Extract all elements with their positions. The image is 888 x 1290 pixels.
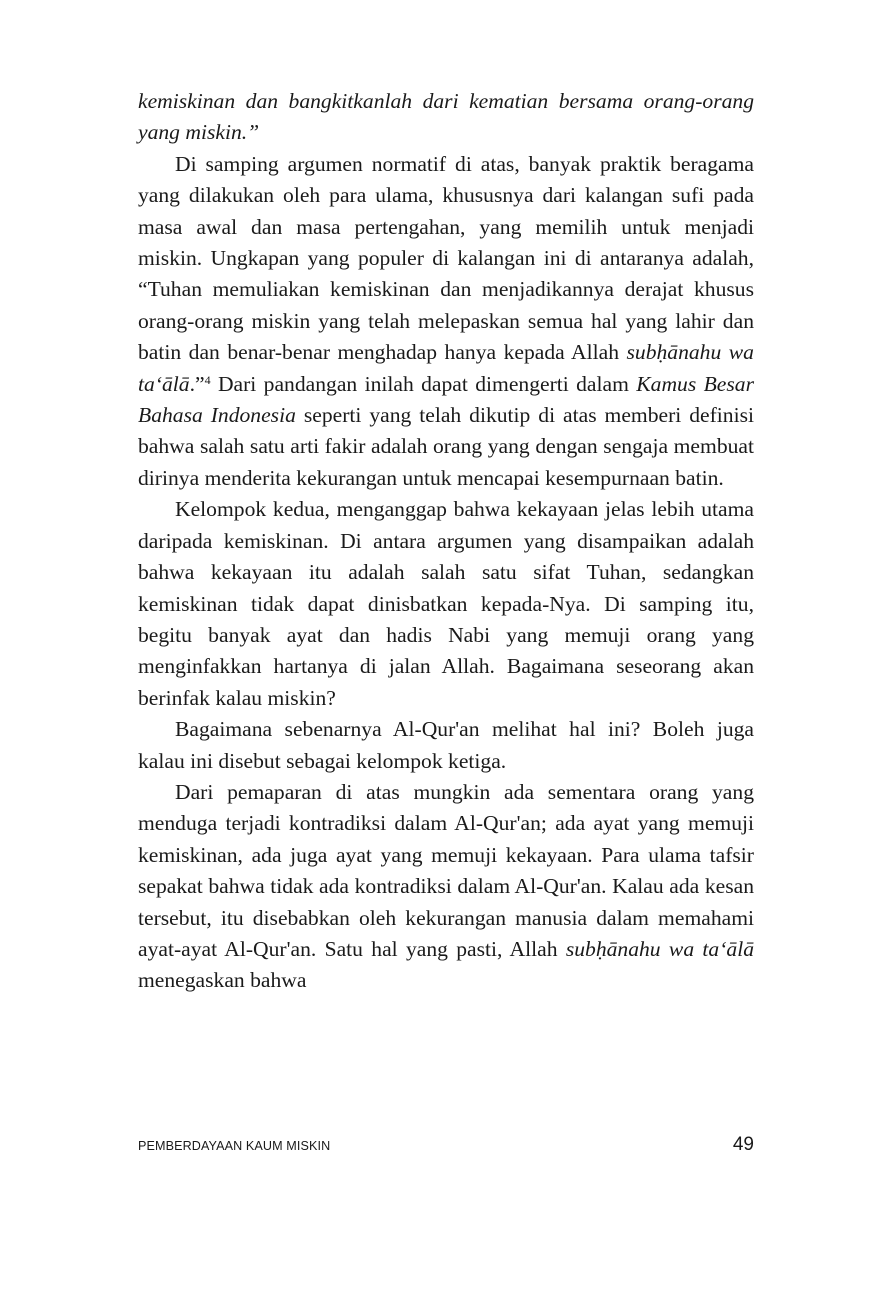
footnote-marker[interactable]: 4 <box>204 372 211 387</box>
paragraph-text: Dari pandangan inilah dapat dimengerti dalam <box>210 371 637 396</box>
paragraph-1 <box>138 149 754 494</box>
paragraph-text: .” <box>189 371 205 396</box>
quote-text: kemiskinan dan bangkitkanlah dari kematian bersama orang-orang yang miskin.” <box>138 89 754 145</box>
paragraph-2 <box>138 494 754 714</box>
page-footer <box>138 1134 754 1164</box>
page-body <box>138 86 754 997</box>
book-title: Kamus Besar Bahasa Indonesia <box>138 371 754 428</box>
paragraph-3 <box>138 714 754 777</box>
paragraph-text: Di samping argumen normatif di atas, banyak praktik beragama yang dilakukan oleh para ulama, khususnya dari kalangan sufi pada masa awal dan masa pertengahan, yang memilih untuk menjadi miskin. Ungkapan yang populer di kalangan ini di antaranya adalah, “Tuhan memuliakan kemiskinan dan menjadikannya derajat khusus orang-orang miskin yang telah melepaskan semua hal yang lahir dan batin dan benar-benar menghadap hanya kepada Allah <box>138 151 754 365</box>
italic-phrase: subḥānahu wa ta‘ālā <box>565 936 754 961</box>
paragraph-text: menegaskan bahwa <box>138 968 307 993</box>
page-number: 49 <box>732 1134 754 1155</box>
quote-continuation <box>138 86 754 149</box>
paragraph-text: Kelompok kedua, menganggap bahwa kekayaan jelas lebih utama daripada kemiskinan. Di antara argumen yang disampaikan adalah bahwa kekayaan itu adalah salah satu sifat Tuhan, sedangkan kemiskinan tidak dapat dinisbatkan kepada-Nya. Di samping itu, begitu banyak ayat dan hadis Nabi yang memuji orang yang menginfakkan hartanya di jalan Allah. Bagaimana seseorang akan berinfak kalau miskin? <box>138 497 754 710</box>
paragraph-text: seperti yang telah dikutip di atas memberi definisi bahwa salah satu arti fakir adalah orang yang dengan sengaja membuat dirinya menderita kekurangan untuk mencapai kesempurnaan batin. <box>138 403 754 490</box>
running-title: PEMBERDAYAAN KAUM MISKIN <box>138 1139 331 1153</box>
paragraph-4 <box>138 777 754 997</box>
paragraph-text: Bagaimana sebenarnya Al-Qur'an melihat hal ini? Boleh juga kalau ini disebut sebagai kelompok ketiga. <box>138 717 754 773</box>
italic-phrase: subḥānahu wa ta‘ālā <box>138 340 754 396</box>
paragraph-text: Dari pemaparan di atas mungkin ada sementara orang yang menduga terjadi kontradiksi dalam Al-Qur'an; ada ayat yang memuji kemiskinan, ada juga ayat yang memuji kekayaan. Para ulama tafsir sepakat bahwa tidak ada kontradiksi dalam Al-Qur'an. Kalau ada kesan tersebut, itu disebabkan oleh kekurangan manusia dalam memahami ayat-ayat Al-Qur'an. Satu hal yang pasti, Allah <box>138 779 754 961</box>
